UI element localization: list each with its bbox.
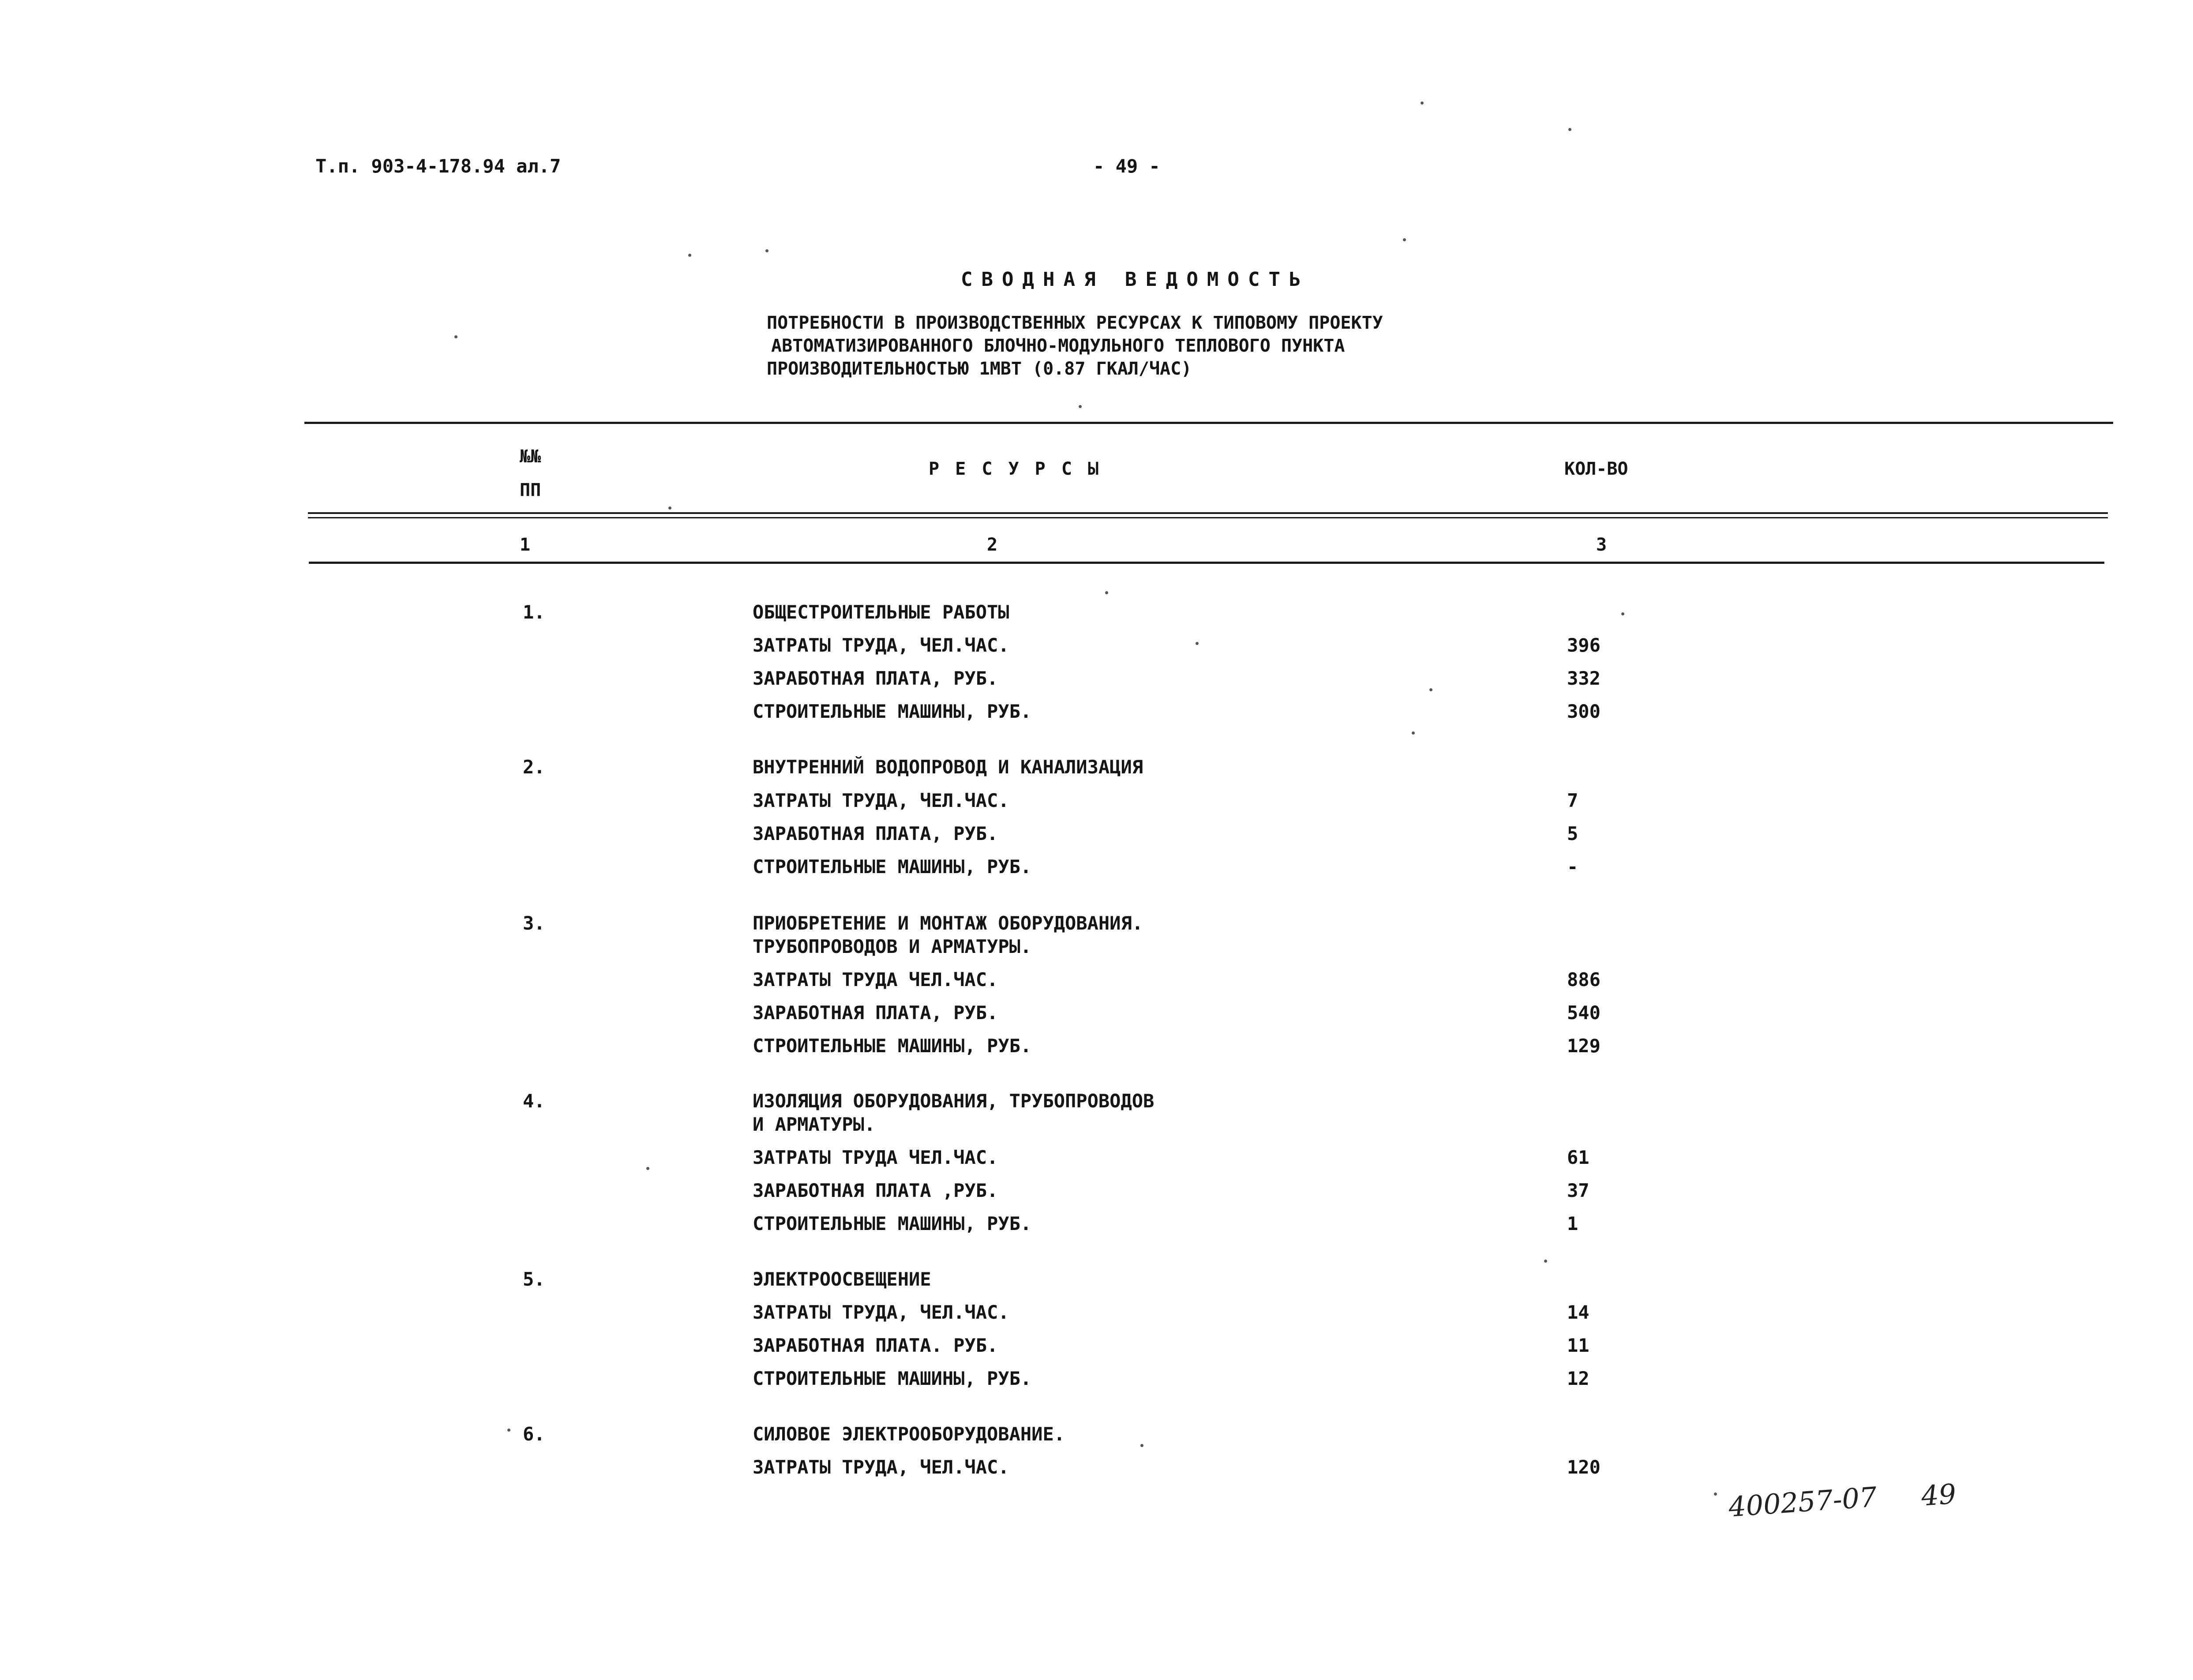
section-title: ПРИОБРЕТЕНИЕ И МОНТАЖ ОБОРУДОВАНИЯ. [753, 912, 1143, 934]
scan-speck [1140, 1444, 1143, 1447]
row-label: СТРОИТЕЛЬНЫЕ МАШИНЫ, РУБ. [753, 1035, 1032, 1057]
section-number: 4. [523, 1090, 545, 1112]
scan-speck [1105, 591, 1108, 594]
row-label: ЗАТРАТЫ ТРУДА, ЧЕЛ.ЧАС. [753, 790, 1009, 811]
column-number: 2 [987, 535, 998, 555]
row-value: 120 [1567, 1456, 1601, 1478]
scan-speck [688, 254, 691, 257]
scan-speck [1714, 1492, 1717, 1496]
scan-speck [1079, 405, 1082, 408]
section-number: 3. [523, 912, 545, 934]
row-label: ЗАРАБОТНАЯ ПЛАТА, РУБ. [753, 1002, 998, 1024]
table-top-rule [304, 422, 2113, 424]
document-reference: Т.п. 903-4-178.94 ал.7 [315, 155, 561, 177]
scan-speck [1544, 1260, 1547, 1263]
row-label: ЗАТРАТЫ ТРУДА, ЧЕЛ.ЧАС. [753, 1301, 1009, 1323]
row-value: 332 [1567, 668, 1601, 689]
column-header-number-2: ПП [520, 480, 541, 500]
row-label: ЗАТРАТЫ ТРУДА, ЧЕЛ.ЧАС. [753, 1456, 1009, 1478]
section-title: СИЛОВОЕ ЭЛЕКТРООБОРУДОВАНИЕ. [753, 1423, 1065, 1445]
header-divider-rule [308, 512, 2108, 514]
row-label: ЗАРАБОТНАЯ ПЛАТА, РУБ. [753, 823, 998, 844]
row-value: 396 [1567, 634, 1601, 656]
row-value: 61 [1567, 1147, 1589, 1168]
row-value: 300 [1567, 701, 1601, 722]
section-title-continued: И АРМАТУРЫ. [753, 1114, 876, 1135]
section-number: 2. [523, 756, 545, 778]
row-value: - [1567, 856, 1578, 878]
section-title: ВНУТРЕННИЙ ВОДОПРОВОД И КАНАЛИЗАЦИЯ [753, 756, 1143, 778]
section-number: 1. [523, 601, 545, 623]
scan-speck [1421, 101, 1424, 105]
section-title: ЭЛЕКТРООСВЕЩЕНИЕ [753, 1268, 931, 1290]
row-value: 14 [1567, 1301, 1589, 1323]
scan-speck [668, 506, 671, 510]
column-header-quantity: КОЛ-ВО [1564, 459, 1628, 479]
section-number: 5. [523, 1268, 545, 1290]
subtitle [767, 311, 1383, 380]
section-title: ИЗОЛЯЦИЯ ОБОРУДОВАНИЯ, ТРУБОПРОВОДОВ [753, 1090, 1155, 1112]
row-value: 5 [1567, 823, 1578, 844]
scan-speck [1196, 642, 1199, 645]
row-value: 11 [1567, 1335, 1589, 1356]
scan-speck [1568, 128, 1571, 131]
row-label: ЗАРАБОТНАЯ ПЛАТА, РУБ. [753, 668, 998, 689]
handwritten-archive-code: 400257-07 [1727, 1481, 1878, 1523]
scan-speck [1412, 731, 1415, 735]
row-value: 540 [1567, 1002, 1601, 1024]
column-numbers-rule [309, 562, 2104, 564]
row-label: СТРОИТЕЛЬНЫЕ МАШИНЫ, РУБ. [753, 1213, 1032, 1234]
row-label: ЗАРАБОТНАЯ ПЛАТА ,РУБ. [753, 1180, 998, 1201]
scan-speck [1429, 688, 1432, 691]
scan-speck [646, 1167, 649, 1170]
row-label: ЗАТРАТЫ ТРУДА, ЧЕЛ.ЧАС. [753, 634, 1009, 656]
row-label: ЗАТРАТЫ ТРУДА ЧЕЛ.ЧАС. [753, 969, 998, 990]
handwritten-page-number: 49 [1920, 1478, 1957, 1512]
row-label: СТРОИТЕЛЬНЫЕ МАШИНЫ, РУБ. [753, 856, 1032, 878]
row-label: ЗАРАБОТНАЯ ПЛАТА. РУБ. [753, 1335, 998, 1356]
subtitle-line: ПРОИЗВОДИТЕЛЬНОСТЬЮ 1МВТ (0.87 ГКАЛ/ЧАС) [767, 359, 1192, 379]
subtitle-line: АВТОМАТИЗИРОВАННОГО БЛОЧНО-МОДУЛЬНОГО ТЕПЛОВОГО ПУНКТА [771, 336, 1345, 356]
row-label: СТРОИТЕЛЬНЫЕ МАШИНЫ, РУБ. [753, 1368, 1032, 1389]
subtitle-line: ПОТРЕБНОСТИ В ПРОИЗВОДСТВЕННЫХ РЕСУРСАХ К ТИПОВОМУ ПРОЕКТУ [767, 313, 1383, 333]
scan-speck [765, 249, 768, 252]
row-label: ЗАТРАТЫ ТРУДА ЧЕЛ.ЧАС. [753, 1147, 998, 1168]
document-title: СВОДНАЯ ВЕДОМОСТЬ [961, 268, 1310, 291]
column-number: 1 [520, 535, 531, 555]
row-value: 886 [1567, 969, 1601, 990]
scan-speck [507, 1429, 510, 1432]
scan-speck [1403, 238, 1406, 241]
row-value: 12 [1567, 1368, 1589, 1389]
row-value: 37 [1567, 1180, 1589, 1201]
scan-speck [454, 335, 457, 338]
column-header-resources: Р Е С У Р С Ы [929, 459, 1102, 479]
row-value: 129 [1567, 1035, 1601, 1057]
row-value: 1 [1567, 1213, 1578, 1234]
page-number: - 49 - [1093, 155, 1160, 177]
column-number: 3 [1596, 535, 1607, 555]
scan-speck [1621, 612, 1624, 615]
row-label: СТРОИТЕЛЬНЫЕ МАШИНЫ, РУБ. [753, 701, 1032, 722]
header-divider-rule-2 [308, 517, 2108, 518]
section-number: 6. [523, 1423, 545, 1445]
column-header-number: №№ [520, 446, 541, 467]
section-title: ОБЩЕСТРОИТЕЛЬНЫЕ РАБОТЫ [753, 601, 1009, 623]
row-value: 7 [1567, 790, 1578, 811]
section-title-continued: ТРУБОПРОВОДОВ И АРМАТУРЫ. [753, 936, 1032, 957]
